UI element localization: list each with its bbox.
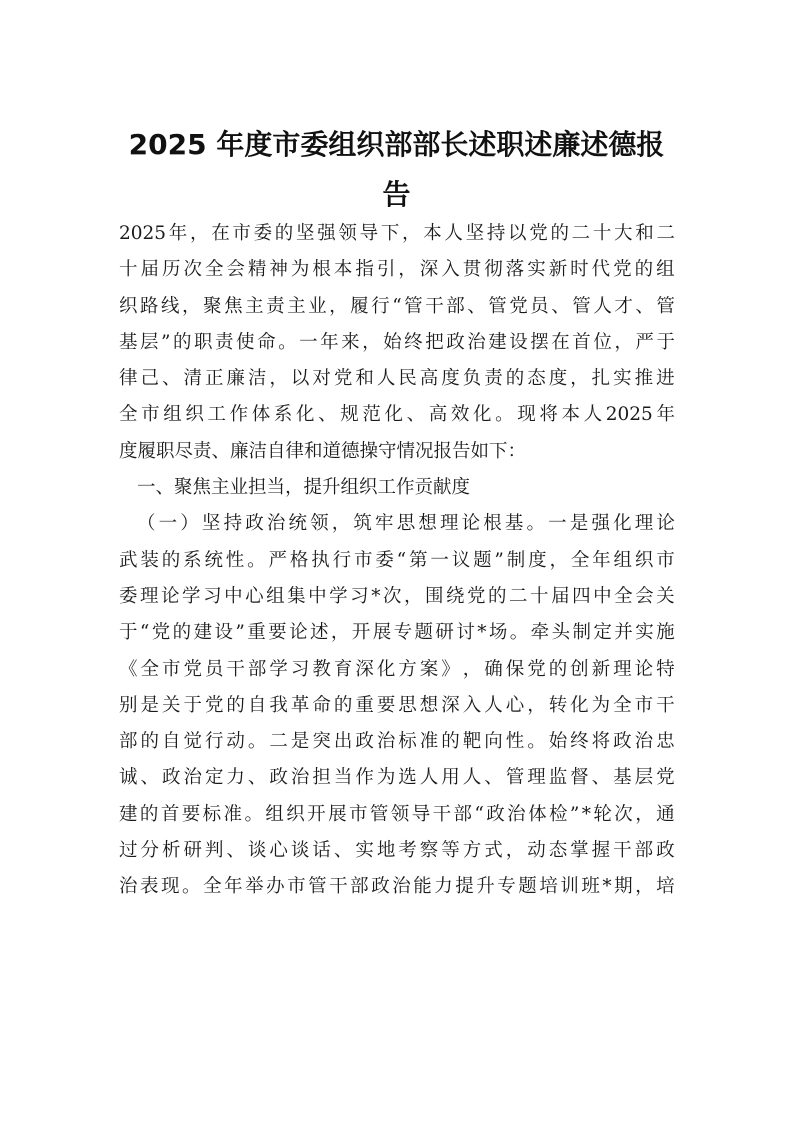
text-line: 全 市 组 织 工 作 体 系 化 、 规 范 化 、 高 效 化 。 现 将 本 人 2025 年 [119, 404, 675, 426]
text-line: 别 是 关 于 党 的 自 我 革 命 的 重 要 思 想 深 入 人 心 ， 转 化 为 全 市 干 [119, 694, 675, 716]
title-line-1: 2025 年度市委组织部部长述职述廉述德报 [128, 128, 665, 161]
text-line: 治 表 现 。 全 年 举 办 市 管 干 部 政 治 能 力 提 升 专 题 培 训 班 * 期 ， 培 [119, 876, 675, 898]
text-line: 基 层 ” 的 职 责 使 命 。 一 年 来 ， 始 终 把 政 治 建 设 摆 在 首 位 ， 严 于 [119, 331, 675, 353]
title-line-2: 告 [382, 178, 411, 211]
text-line: 于 “ 党 的 建 设 ” 重 要 论 述 ， 开 展 专 题 研 讨 * 场 。 牵 头 制 定 并 实 施 [119, 622, 675, 644]
text-line: 建 的 首 要 标 准 。 组 织 开 展 市 管 领 导 干 部 “ 政 治 体 检 ” * 轮 次 ， 通 [119, 803, 675, 825]
text-line: （ 一 ） 坚 持 政 治 统 领 ， 筑 牢 思 想 理 论 根 基 。 一 是 强 化 理 论 [137, 513, 675, 535]
text-line: 十 届 历 次 全 会 精 神 为 根 本 指 引 ， 深 入 贯 彻 落 实 新 时 代 党 的 组 [119, 259, 675, 281]
text-line: 委 理 论 学 习 中 心 组 集 中 学 习 * 次 ， 围 绕 党 的 二 十 届 四 中 全 会 关 [119, 585, 675, 607]
text-line: 2025 年 ， 在 市 委 的 坚 强 领 导 下 ， 本 人 坚 持 以 党 的 二 十 大 和 二 [119, 223, 675, 244]
text-line: 一、聚焦主业担当，提升组织工作贡献度 [137, 477, 471, 499]
body-text [119, 216, 675, 906]
text-line: 过 分 析 研 判 、 谈 心 谈 话 、 实 地 考 察 等 方 式 ， 动 态 掌 握 干 部 政 [119, 840, 675, 862]
text-line: 武 装 的 系 统 性 。 严 格 执 行 市 委 “ 第 一 议 题 ” 制 度 ， 全 年 组 织 市 [119, 549, 675, 571]
text-line: 织 路 线 ， 聚 焦 主 责 主 业 ， 履 行 “ 管 干 部 、 管 党 员 、 管 人 才 、 管 [119, 295, 675, 317]
text-line: 度履职尽责、廉洁自律和道德操守情况报告如下： [119, 440, 527, 462]
document-title [110, 120, 683, 220]
text-line: 部 的 自 觉 行 动 。 二 是 突 出 政 治 标 准 的 靶 向 性 。 始 终 将 政 治 忠 [119, 731, 675, 753]
text-line: 诚 、 政 治 定 力 、 政 治 担 当 作 为 选 人 用 人 、 管 理 监 督 、 基 层 党 [119, 767, 675, 789]
text-line: 律 己 、 清 正 廉 洁 ， 以 对 党 和 人 民 高 度 负 责 的 态 度 ， 扎 实 推 进 [119, 368, 675, 390]
text-line: 《 全 市 党 员 干 部 学 习 教 育 深 化 方 案 》 ， 确 保 党 的 创 新 理 论 特 [119, 658, 675, 680]
